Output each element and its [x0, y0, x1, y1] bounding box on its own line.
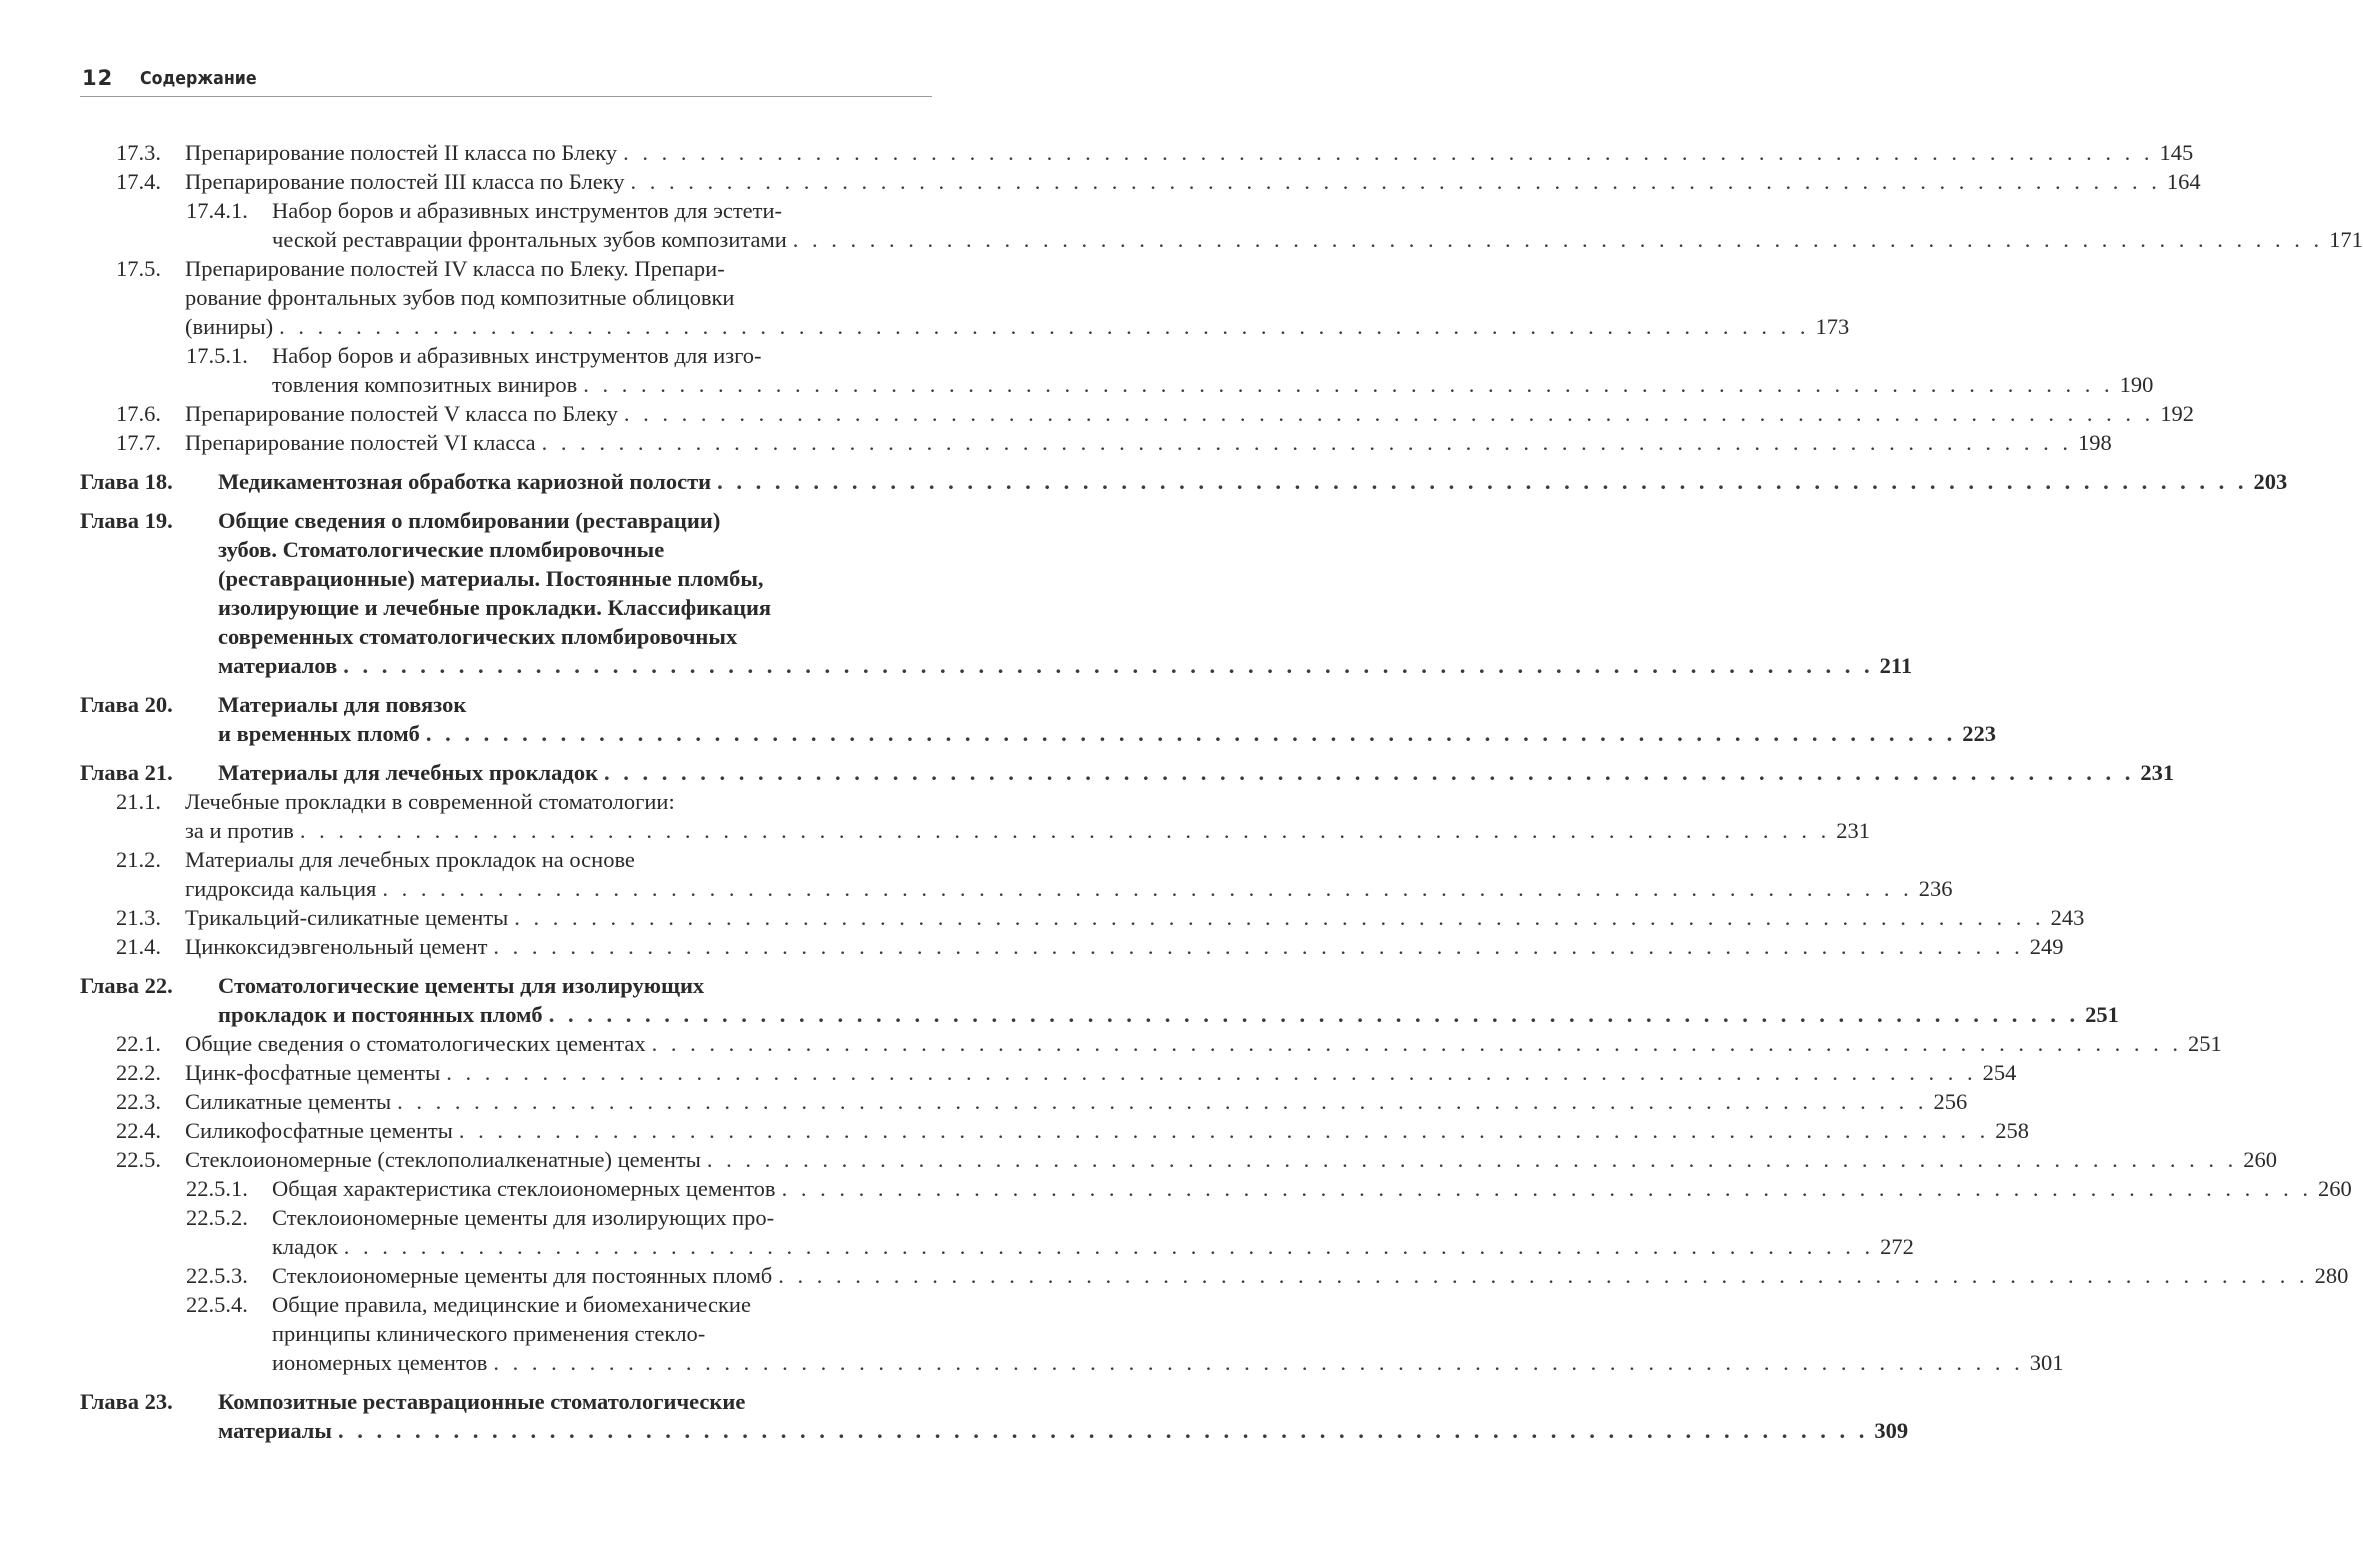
- toc-entry-title-line: Материалы для повязок: [218, 692, 467, 717]
- toc-page-number: 190: [2119, 372, 2154, 397]
- toc-entry-title-line: за и против: [185, 818, 294, 843]
- dot-leader: . . . . . . . . . . . . . . . . . . . . . . . . . . . . . . . . . . . . . . . . . . . . . . . . . . . . . . . . . . . . . . . . . . . . . . . . . . . . . . . .: [717, 469, 2248, 494]
- toc-entry-title-line: принципы клинического применения стекло-: [272, 1321, 706, 1346]
- toc-entry-title-line: Силикофосфатные цементы: [185, 1118, 453, 1143]
- toc-entry-title-line: Цинкоксидэвгенольный цемент: [185, 934, 488, 959]
- dot-leader: . . . . . . . . . . . . . . . . . . . . . . . . . . . . . . . . . . . . . . . . . . . . . . . . . . . . . . . . . . . . . . . . . . . . . . . . . . . . . . . .: [604, 760, 2135, 785]
- running-head-title: Содержание: [140, 68, 257, 89]
- toc-page-number: 251: [2188, 1031, 2222, 1056]
- toc-page-number: 145: [2159, 140, 2194, 165]
- toc-entry-number: 17.4.: [116, 169, 161, 194]
- dot-leader: . . . . . . . . . . . . . . . . . . . . . . . . . . . . . . . . . . . . . . . . . . . . . . . . . . . . . . . . . . . . . . . . . . . . . . . . . . . . . . . .: [279, 314, 1810, 339]
- toc-entry-title-line: ческой реставрации фронтальных зубов композитами: [272, 227, 787, 252]
- dot-leader: . . . . . . . . . . . . . . . . . . . . . . . . . . . . . . . . . . . . . . . . . . . . . . . . . . . . . . . . . . . . . . . . . . . . . . . . . . . . . . . .: [425, 721, 1957, 746]
- toc-page-number: 211: [1879, 653, 1913, 678]
- toc-entry-title-line: зубов. Стоматологические пломбировочные: [218, 537, 665, 562]
- toc-entry-title-line: Стеклоиономерные цементы для изолирующих про-: [272, 1205, 775, 1230]
- toc-entry-title-line: Стеклоиономерные (стеклополиалкенатные) цементы: [185, 1147, 701, 1172]
- toc-entry-title-line: Стоматологические цементы для изолирующих: [218, 973, 705, 998]
- toc-entry-last-line: [185, 1147, 2277, 1173]
- toc-page-number: 223: [1962, 721, 1997, 746]
- dot-leader: . . . . . . . . . . . . . . . . . . . . . . . . . . . . . . . . . . . . . . . . . . . . . . . . . . . . . . . . . . . . . . . . . . . . . . . . . . . . . . . .: [548, 1002, 2080, 1027]
- toc-entry-title-line: Общие сведения о стоматологических цементах: [185, 1031, 646, 1056]
- dot-leader: . . . . . . . . . . . . . . . . . . . . . . . . . . . . . . . . . . . . . . . . . . . . . . . . . . . . . . . . . . . . . . . . . . . . . . . . . . . . . . . .: [493, 934, 2024, 959]
- toc-entry-number: 22.4.: [116, 1118, 161, 1143]
- dot-leader: . . . . . . . . . . . . . . . . . . . . . . . . . . . . . . . . . . . . . . . . . . . . . . . . . . . . . . . . . . . . . . . . . . . . . . . . . . . . . . . .: [446, 1060, 1977, 1085]
- dot-leader: . . . . . . . . . . . . . . . . . . . . . . . . . . . . . . . . . . . . . . . . . . . . . . . . . . . . . . . . . . . . . . . . . . . . . . . . . . . . . . . .: [397, 1089, 1928, 1114]
- toc-entry-title-line: рование фронтальных зубов под композитные облицовки: [185, 285, 735, 310]
- toc-entry-number: 17.4.1.: [186, 198, 248, 223]
- toc-entry-title-line: Стеклоиономерные цементы для постоянных пломб: [272, 1263, 773, 1288]
- toc-entry-title-line: изолирующие и лечебные прокладки. Классификация: [218, 595, 772, 620]
- toc-entry-title-line: Материалы для лечебных прокладок на основе: [185, 847, 635, 872]
- toc-entry-title-line: иономерных цементов: [272, 1350, 488, 1375]
- toc-entry-title-line: Набор боров и абразивных инструментов для эстети-: [272, 198, 783, 223]
- toc-entry-title-line: материалов: [218, 653, 338, 678]
- dot-leader: . . . . . . . . . . . . . . . . . . . . . . . . . . . . . . . . . . . . . . . . . . . . . . . . . . . . . . . . . . . . . . . . . . . . . . . . . . . . . . . .: [630, 169, 2161, 194]
- toc-entry-title-line: (виниры): [185, 314, 274, 339]
- toc-entry-last-line: [272, 1263, 2349, 1289]
- toc-entry-last-line: [218, 760, 2175, 786]
- toc-entry-number: 17.3.: [116, 140, 161, 165]
- toc-entry-number: 21.4.: [116, 934, 161, 959]
- dot-leader: . . . . . . . . . . . . . . . . . . . . . . . . . . . . . . . . . . . . . . . . . . . . . . . . . . . . . . . . . . . . . . . . . . . . . . . . . . . . . . . .: [382, 876, 1913, 901]
- toc-entry-last-line: [185, 818, 1871, 844]
- dot-leader: . . . . . . . . . . . . . . . . . . . . . . . . . . . . . . . . . . . . . . . . . . . . . . . . . . . . . . . . . . . . . . . . . . . . . . . . . . . . . . . .: [299, 818, 1831, 843]
- toc-entry-number: 22.2.: [116, 1060, 161, 1085]
- toc-entry-last-line: [218, 721, 1997, 747]
- toc-entry-last-line: [185, 905, 2085, 931]
- toc-entry-last-line: [185, 1118, 2029, 1144]
- toc-entry-last-line: [185, 1060, 2017, 1086]
- toc-entry-last-line: [272, 1234, 1914, 1260]
- toc-entry-title-line: кладок: [272, 1234, 338, 1259]
- dot-leader: . . . . . . . . . . . . . . . . . . . . . . . . . . . . . . . . . . . . . . . . . . . . . . . . . . . . . . . . . . . . . . . . . . . . . . . . . . . . . . . .: [458, 1118, 1990, 1143]
- toc-page-number: 243: [2050, 905, 2085, 930]
- toc-entry-title-line: Композитные реставрационные стоматологические: [218, 1389, 746, 1414]
- toc-page-number: 231: [1836, 818, 1871, 843]
- toc-entry-number: 17.6.: [116, 401, 161, 426]
- toc-entry-number: 17.5.: [116, 256, 161, 281]
- toc-entry-number: 17.7.: [116, 430, 161, 455]
- toc-page-number: 258: [1995, 1118, 2029, 1143]
- page-number: 12: [82, 66, 114, 90]
- toc-page-number: 256: [1933, 1089, 1968, 1114]
- dot-leader: . . . . . . . . . . . . . . . . . . . . . . . . . . . . . . . . . . . . . . . . . . . . . . . . . . . . . . . . . . . . . . . . . . . . . . . . . . . . . . . .: [651, 1031, 2182, 1056]
- toc-entry-number: 22.5.3.: [186, 1263, 248, 1288]
- toc-entry-last-line: [218, 1002, 2119, 1028]
- toc-page-number: 249: [2029, 934, 2064, 959]
- toc-page-number: 254: [1982, 1060, 2017, 1085]
- toc-page-number: 309: [1874, 1418, 1909, 1443]
- dot-leader: . . . . . . . . . . . . . . . . . . . . . . . . . . . . . . . . . . . . . . . . . . . . . . . . . . . . . . . . . . . . . . . . . . . . . . . . . . . . . . . .: [343, 653, 1874, 678]
- toc-entry-title-line: Материалы для лечебных прокладок: [218, 760, 599, 785]
- toc-entry-title-line: Набор боров и абразивных инструментов для изго-: [272, 343, 762, 368]
- toc-entry-last-line: [272, 372, 2154, 398]
- toc-page-number: 272: [1880, 1234, 1914, 1259]
- toc-entry-title-line: Препарирование полостей IV класса по Блеку. Препари-: [185, 256, 725, 281]
- toc-page-number: 164: [2166, 169, 2201, 194]
- toc-entry-last-line: [185, 876, 1953, 902]
- toc-entry-number: 21.3.: [116, 905, 161, 930]
- toc-entry-title-line: Общая характеристика стеклоиономерных цементов: [272, 1176, 776, 1201]
- toc-entry-title-line: Силикатные цементы: [185, 1089, 392, 1114]
- toc-entry-title-line: прокладок и постоянных пломб: [218, 1002, 543, 1027]
- dot-leader: . . . . . . . . . . . . . . . . . . . . . . . . . . . . . . . . . . . . . . . . . . . . . . . . . . . . . . . . . . . . . . . . . . . . . . . . . . . . . . . .: [343, 1234, 1875, 1259]
- toc-entry-last-line: [185, 934, 2064, 960]
- toc-entry-number: 21.2.: [116, 847, 161, 872]
- toc-entry-last-line: [185, 1089, 1968, 1115]
- dot-leader: . . . . . . . . . . . . . . . . . . . . . . . . . . . . . . . . . . . . . . . . . . . . . . . . . . . . . . . . . . . . . . . . . . . . . . . . . . . . . . . .: [338, 1418, 1869, 1443]
- toc-page-number: 203: [2253, 469, 2288, 494]
- toc-entry-number: Глава 21.: [80, 760, 173, 785]
- toc-entry-title-line: современных стоматологических пломбировочных: [218, 624, 738, 649]
- toc-entry-number: Глава 18.: [80, 469, 173, 494]
- toc-entry-last-line: [185, 430, 2112, 456]
- toc-entry-number: 22.3.: [116, 1089, 161, 1114]
- toc-entry-title-line: Трикальций-силикатные цементы: [185, 905, 509, 930]
- toc-entry-title-line: Общие правила, медицинские и биомеханические: [272, 1292, 751, 1317]
- toc-entry-last-line: [185, 401, 2195, 427]
- dot-leader: . . . . . . . . . . . . . . . . . . . . . . . . . . . . . . . . . . . . . . . . . . . . . . . . . . . . . . . . . . . . . . . . . . . . . . . . . . . . . . . .: [493, 1350, 2024, 1375]
- toc-entry-number: Глава 20.: [80, 692, 173, 717]
- toc-entry-last-line: [218, 653, 1913, 679]
- toc-page-number: 192: [2160, 401, 2195, 426]
- dot-leader: . . . . . . . . . . . . . . . . . . . . . . . . . . . . . . . . . . . . . . . . . . . . . . . . . . . . . . . . . . . . . . . . . . . . . . . . . . . . . . . .: [514, 905, 2045, 930]
- toc-entry-title-line: и временных пломб: [218, 721, 420, 746]
- dot-leader: . . . . . . . . . . . . . . . . . . . . . . . . . . . . . . . . . . . . . . . . . . . . . . . . . . . . . . . . . . . . . . . . . . . . . . . . . . . . . . . .: [781, 1176, 2312, 1201]
- dot-leader: . . . . . . . . . . . . . . . . . . . . . . . . . . . . . . . . . . . . . . . . . . . . . . . . . . . . . . . . . . . . . . . . . . . . . . . . . . . . . . . .: [623, 140, 2154, 165]
- dot-leader: . . . . . . . . . . . . . . . . . . . . . . . . . . . . . . . . . . . . . . . . . . . . . . . . . . . . . . . . . . . . . . . . . . . . . . . . . . . . . . . .: [583, 372, 2114, 397]
- toc-entry-number: 22.5.4.: [186, 1292, 248, 1317]
- toc-entry-number: Глава 23.: [80, 1389, 173, 1414]
- toc-entry-last-line: [218, 1418, 1909, 1444]
- dot-leader: . . . . . . . . . . . . . . . . . . . . . . . . . . . . . . . . . . . . . . . . . . . . . . . . . . . . . . . . . . . . . . . . . . . . . . . . . . . . . . . .: [541, 430, 2072, 455]
- toc-entry-title-line: Общие сведения о пломбировании (реставрации): [218, 508, 721, 533]
- toc-entry-title-line: гидроксида кальция: [185, 876, 377, 901]
- toc-entry-title-line: Цинк-фосфатные цементы: [185, 1060, 441, 1085]
- toc-page-number: 260: [2317, 1176, 2352, 1201]
- toc-entry-number: 22.5.1.: [186, 1176, 248, 1201]
- toc-page-number: 301: [2029, 1350, 2064, 1375]
- toc-page-number: 280: [2314, 1263, 2349, 1288]
- toc-page-number: 231: [2140, 760, 2175, 785]
- toc-entry-last-line: [185, 169, 2201, 195]
- toc-entry-last-line: [185, 314, 1850, 340]
- toc-entry-title-line: материалы: [218, 1418, 332, 1443]
- toc-entry-number: 22.5.: [116, 1147, 161, 1172]
- toc-entry-title-line: Препарирование полостей VI класса: [185, 430, 536, 455]
- toc-entry-number: 17.5.1.: [186, 343, 248, 368]
- dot-leader: . . . . . . . . . . . . . . . . . . . . . . . . . . . . . . . . . . . . . . . . . . . . . . . . . . . . . . . . . . . . . . . . . . . . . . . . . . . . . . . .: [706, 1147, 2238, 1172]
- toc-page-number: 236: [1918, 876, 1953, 901]
- toc-entry-number: Глава 22.: [80, 973, 173, 998]
- toc-entry-number: Глава 19.: [80, 508, 173, 533]
- dot-leader: . . . . . . . . . . . . . . . . . . . . . . . . . . . . . . . . . . . . . . . . . . . . . . . . . . . . . . . . . . . . . . . . . . . . . . . . . . . . . . . .: [778, 1263, 2309, 1288]
- toc-entry-title-line: Лечебные прокладки в современной стоматологии:: [185, 789, 675, 814]
- toc-entry-title-line: Медикаментозная обработка кариозной полости: [218, 469, 712, 494]
- toc-page-number: 251: [2085, 1002, 2119, 1027]
- toc-entry-number: 22.5.2.: [186, 1205, 248, 1230]
- toc-entry-title-line: товления композитных виниров: [272, 372, 578, 397]
- toc-entry-title-line: (реставрационные) материалы. Постоянные пломбы,: [218, 566, 764, 591]
- toc-entry-last-line: [272, 227, 2363, 253]
- toc-page-number: 260: [2243, 1147, 2277, 1172]
- toc-entry-last-line: [218, 469, 2288, 495]
- toc-entry-last-line: [272, 1176, 2352, 1202]
- toc-entry-last-line: [185, 140, 2194, 166]
- dot-leader: . . . . . . . . . . . . . . . . . . . . . . . . . . . . . . . . . . . . . . . . . . . . . . . . . . . . . . . . . . . . . . . . . . . . . . . . . . . . . . . .: [792, 227, 2324, 252]
- toc-page-number: 173: [1815, 314, 1850, 339]
- toc-page-number: 198: [2077, 430, 2112, 455]
- toc-entry-title-line: Препарирование полостей II класса по Блеку: [185, 140, 618, 165]
- toc-entry-last-line: [272, 1350, 2064, 1376]
- toc-entry-last-line: [185, 1031, 2222, 1057]
- dot-leader: . . . . . . . . . . . . . . . . . . . . . . . . . . . . . . . . . . . . . . . . . . . . . . . . . . . . . . . . . . . . . . . . . . . . . . . . . . . . . . . .: [623, 401, 2155, 426]
- toc-entry-number: 22.1.: [116, 1031, 161, 1056]
- toc-entry-number: 21.1.: [116, 789, 161, 814]
- toc-entry-title-line: Препарирование полостей III класса по Блеку: [185, 169, 625, 194]
- toc-page-number: 171: [2329, 227, 2363, 252]
- toc-entry-title-line: Препарирование полостей V класса по Блеку: [185, 401, 618, 426]
